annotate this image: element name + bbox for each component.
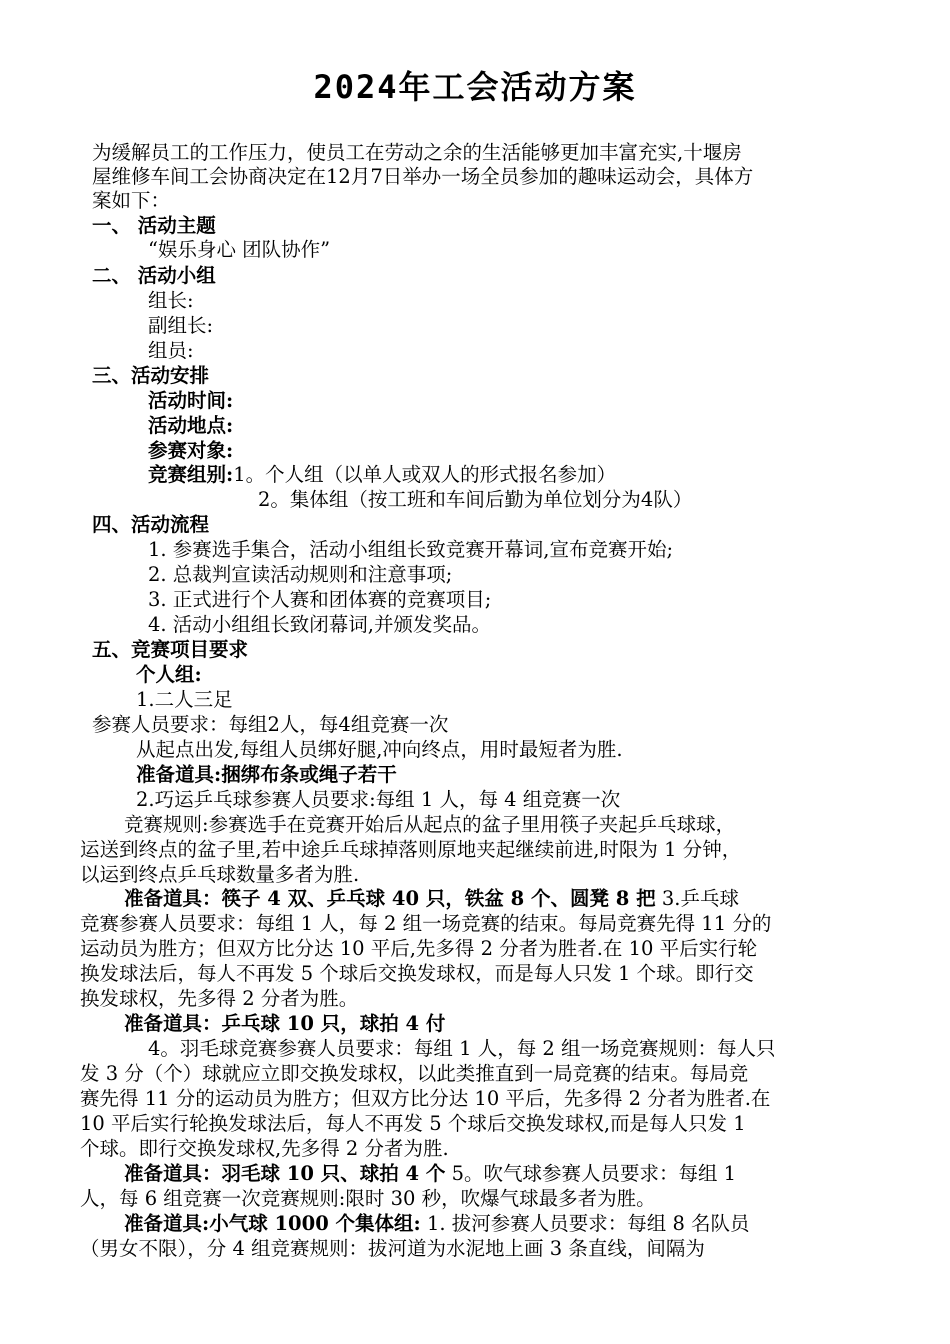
text-line: 4。羽毛球竞赛参赛人员要求：每组 1 人，每 2 组一场竞赛规则：每人只 [148, 1037, 776, 1060]
text-line: 换发球法后，每人不再发 5 个球后交换发球权，而是每人只发 1 个球。即行交 [80, 962, 754, 985]
text-line: 以运到终点乒乓球数量多者为胜. [80, 863, 360, 886]
text-line: 案如下： [92, 189, 171, 212]
text-line [124, 1161, 736, 1186]
text-line: 发 3 分（个）球就应立即交换发球权，以此类推直到一局竞赛的结束。每局竞 [80, 1062, 749, 1085]
text-line: 运送到终点的盆子里,若中途乒乓球掉落则原地夹起继续前进,时限为 1 分钟， [80, 838, 742, 861]
text-line [124, 1211, 750, 1236]
text-line: 屋维修车间工会协商决定在12月7日举办一场全员参加的趣味运动会，具体方 [92, 165, 754, 188]
text-line: 准备道具：乒乓球 10 只，球拍 4 付 [124, 1012, 446, 1035]
text-line: 2。集体组（按工班和车间后勤为单位划分为4队） [258, 488, 693, 511]
page-title: 2024年工会活动方案 [313, 68, 637, 106]
text-line: 竞赛参赛人员要求：每组 1 人，每 2 组一场竞赛的结束。每局竞赛先得 11 分的 [80, 912, 772, 935]
text-line: 1. 参赛选手集合，活动小组组长致竞赛开幕词,宣布竞赛开始; [148, 538, 674, 561]
text-line: 副组长: [148, 314, 214, 337]
text-line: 参赛人员要求：每组2人，每4组竞赛一次 [92, 713, 449, 736]
text-line: 活动时间: [148, 389, 234, 412]
text-line: 个球。即行交换发球权,先多得 2 分者为胜. [80, 1137, 449, 1160]
text-line: 四、活动流程 [92, 513, 210, 536]
text-segment: 准备道具:小气球 1000 个集体组: [124, 1212, 421, 1235]
text-line: 赛先得 11 分的运动员为胜方；但双方比分达 10 平后，先多得 2 分者为胜者.在 [80, 1087, 771, 1110]
text-line: 个人组: [136, 663, 202, 686]
text-line: 三、活动安排 [92, 364, 210, 387]
text-segment: 准备道具：筷子 4 双、乒乓球 40 只，铁盆 8 个、圆凳 8 把 [124, 887, 656, 910]
text-line: 运动员为胜方；但双方比分达 10 平后,先多得 2 分者为胜者.在 10 平后实行轮 [80, 937, 758, 960]
text-segment: 准备道具：羽毛球 10 只、球拍 4 个 [124, 1162, 446, 1185]
text-line [124, 886, 739, 911]
text-line: 3. 正式进行个人赛和团体赛的竞赛项目; [148, 588, 492, 611]
text-line: 1.二人三足 [136, 688, 233, 711]
text-line: “娱乐身心 团队协作” [148, 238, 331, 261]
text-line: 从起点出发,每组人员绑好腿,冲向终点，用时最短者为胜. [136, 738, 623, 761]
text-line: 参赛对象: [148, 439, 234, 462]
text-line: 组员: [148, 339, 194, 362]
text-segment: 1。个人组（以单人或双人的形式报名参加） [233, 463, 617, 486]
text-line: 活动地点: [148, 414, 234, 437]
text-line: 10 平后实行轮换发球法后，每人不再发 5 个球后交换发球权,而是每人只发 1 [80, 1112, 746, 1135]
text-segment: 5。吹气球参赛人员要求：每组 1 [445, 1162, 737, 1185]
text-line: 换发球权，先多得 2 分者为胜。 [80, 987, 359, 1010]
text-line [148, 462, 616, 487]
text-line: 人，每 6 组竞赛一次竞赛规则:限时 30 秒，吹爆气球最多者为胜。 [80, 1187, 656, 1210]
text-line: 准备道具:捆绑布条或绳子若干 [136, 763, 397, 786]
text-segment: 1. 拔河参赛人员要求：每组 8 名队员 [420, 1212, 750, 1235]
text-line: 为缓解员工的工作压力，使员工在劳动之余的生活能够更加丰富充实,十堰房 [92, 141, 742, 164]
text-line: 二、 活动小组 [92, 264, 216, 287]
text-line: 2.巧运乒乓球参赛人员要求:每组 1 人，每 4 组竞赛一次 [136, 788, 621, 811]
text-line: 4. 活动小组组长致闭幕词,并颁发奖品。 [148, 613, 492, 636]
text-line: 一、 活动主题 [92, 214, 216, 237]
text-line: 竞赛规则:参赛选手在竞赛开始后从起点的盆子里用筷子夹起乒乓球球， [124, 813, 736, 836]
text-line: 组长: [148, 289, 194, 312]
text-line: 2. 总裁判宣读活动规则和注意事项; [148, 563, 453, 586]
text-line: 五、竞赛项目要求 [92, 638, 249, 661]
text-segment: 3.乒乓球 [655, 887, 739, 910]
text-segment: 竞赛组别: [148, 463, 234, 486]
text-line: （男女不限），分 4 组竞赛规则：拔河道为水泥地上画 3 条直线，间隔为 [80, 1237, 705, 1260]
